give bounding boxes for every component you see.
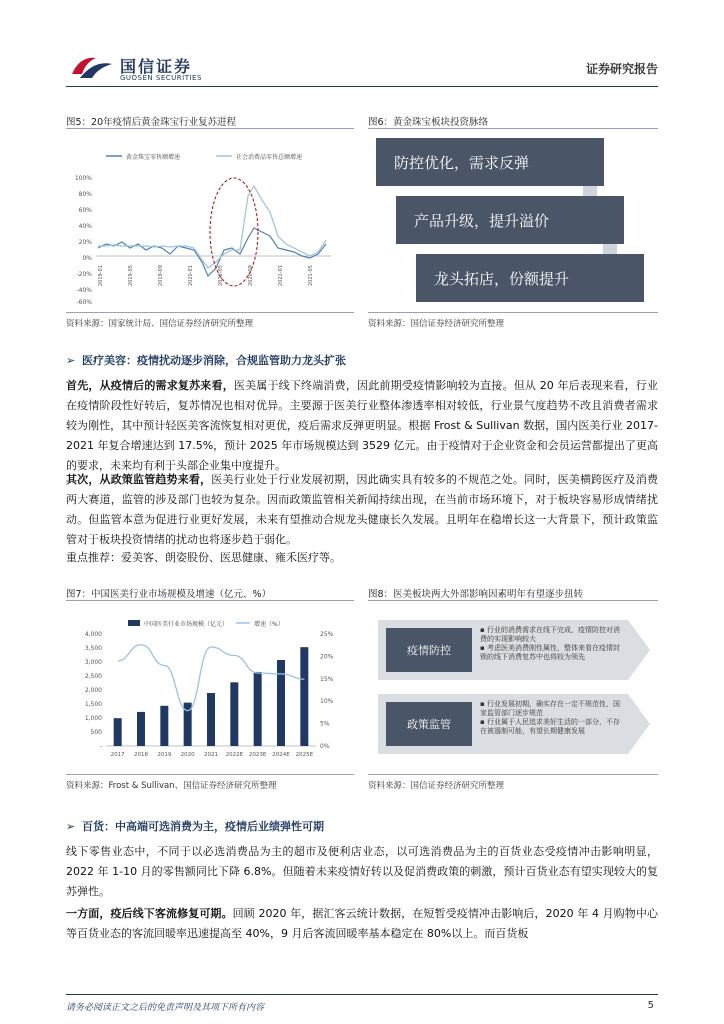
fig6-box-1: 防控优化，需求反弹 <box>376 138 604 186</box>
fig7-legend-line: 增速（%） <box>254 621 284 628</box>
fig8-row1-bullet: ▪ 考虑医美消费刚性属性，整体来看在疫情封锁的线下消费复苏中也将较为领先 <box>480 644 620 661</box>
fig7-x-tick: 2018 <box>134 752 148 758</box>
fig7-source: 资料来源：Frost & Sullivan、国信证券经济研究所整理 <box>66 781 277 791</box>
fig7-x-tick: 2022E <box>225 752 244 758</box>
fig7-right-tick: 5% <box>320 720 330 728</box>
section1-recommendation: 重点推荐：爱美客、朗姿股份、医思健康、雍禾医疗等。 <box>66 551 341 564</box>
fig6-box-2: 产品升级，提升溢价 <box>396 196 624 244</box>
fig5-legend-1: 黄金珠宝零售额增速 <box>126 154 181 161</box>
paragraph-lead: 一方面，疫后线下客流修复可期。 <box>66 907 233 920</box>
svg-text:2019-05: 2019-05 <box>128 265 134 286</box>
svg-text:40%: 40% <box>78 223 92 230</box>
logo-name-cn: 国信证券 <box>120 57 193 76</box>
fig6-box-3: 龙头拓店，份额提升 <box>416 254 644 302</box>
fig5-bottom-rule <box>66 312 354 313</box>
paragraph-body: 医美行业处于行业发展初期，因此确实具有较多的不规范之处。同时，医美横跨医疗及消费两大赛道，监管的涉及部门也较为复杂。因而政策监管相关新闻持续出现，在当前市场环境下，对于板块容易形成情绪扰动。但监管本意为促进行业更好发展，未来有望推动合规龙头健康长久发展。且明年在稳增长这一大背景下，预计政策监管对于板块投资情绪的扰动也将逐步趋于弱化。 <box>66 473 658 546</box>
paragraph-lead: 其次，从政策监管趋势来看， <box>66 473 212 486</box>
fig7-bar <box>230 682 238 746</box>
fig7-right-tick: 15% <box>320 675 334 683</box>
fig8-row1-bullet: ▪ 行业的消费需求在线下完成，疫情防控对消费的实现影响较大 <box>480 626 620 643</box>
fig5-source: 资料来源：国家统计局、国信证券经济研究所整理 <box>66 319 254 329</box>
arrow-bullet-icon: ➢ <box>66 820 76 833</box>
fig8-row2-bullets <box>480 700 622 736</box>
fig5-top-rule <box>66 128 354 129</box>
paragraph-lead: 首先，从疫情后的需求复苏来看， <box>66 379 234 392</box>
fig7-bar <box>160 706 168 746</box>
fig7-x-tick: 2020 <box>180 752 195 758</box>
fig7-left-tick: 1,500 <box>84 701 102 708</box>
fig8-row1-bullets <box>480 626 622 662</box>
fig7-x-tick: 2021 <box>204 752 218 758</box>
fig7-left-tick: 2,000 <box>84 687 102 694</box>
svg-text:2019-01: 2019-01 <box>98 265 104 286</box>
paragraph-body: 回顾 2020 年，据汇客云统计数据，在短暂受疫情冲击影响后，2020 年 4 月购物中心等百货业态的客流回暖率迅速提高至 40%，9 月后客流回暖率基本稳定在 80%以上。而百货板 <box>66 907 659 940</box>
fig7-bar <box>254 672 262 746</box>
fig7-legend-bar: 中国医美行业市场规模（亿元） <box>144 621 229 628</box>
section1-paragraph-2 <box>66 470 658 550</box>
fig7-legend-bar-swatch <box>128 620 140 626</box>
fig6-bottom-rule <box>368 312 658 313</box>
fig7-left-tick: 1,000 <box>84 715 102 722</box>
fig7-x-tick: 2017 <box>110 752 125 758</box>
fig5-legend-2: 社会消费品零售总额增速 <box>236 154 303 161</box>
svg-text:20%: 20% <box>78 239 92 246</box>
logo-name-en: GUOSEN SECURITIES <box>120 74 202 82</box>
fig7-left-tick: 3,000 <box>84 659 102 666</box>
guosen-logo-icon <box>70 52 114 82</box>
svg-text:0%: 0% <box>82 255 92 262</box>
svg-text:2021-01: 2021-01 <box>278 265 284 286</box>
fig7-x-tick: 2024E <box>272 752 290 758</box>
fig7-top-rule <box>66 600 354 601</box>
fig7-bottom-rule <box>66 774 354 775</box>
fig7-bar <box>277 660 285 746</box>
arrow-bullet-icon: ➢ <box>66 354 76 367</box>
svg-text:80%: 80% <box>78 191 92 198</box>
footer-disclaimer: 请务必阅读正文之后的免责声明及其项下所有内容 <box>66 1003 265 1013</box>
report-type: 证券研究报告 <box>585 62 658 76</box>
svg-text:-60%: -60% <box>76 299 92 306</box>
section2-paragraph-2 <box>66 904 658 944</box>
fig7-left-tick: 2,500 <box>84 673 102 680</box>
fig7-bar <box>114 718 122 746</box>
paragraph-body: 医美属于线下终端消费，因此前期受疫情影响较为直接。但从 20 年后表现来看，行业在疫情阶段性好转后，复苏情况也相对优异。主要源于医美行业整体渗透率相对较低，行业景气度趋势不改且消费者需求较为刚性，其中预计轻医美客流恢复相对更优，疫后需求反弹更明显。根据 Frost & Sullivan 数据，国内医美行业 2017-2021 年复合增速达到 17.5%，预计 2025 年市场规模达到 3529 亿元。由于疫情对于企业资金和会员运营都提出了更高的要求，未来均有利于头部企业集中度提升。 <box>66 379 658 472</box>
fig6-source: 资料来源：国信证券经济研究所整理 <box>368 319 505 329</box>
fig7-bar <box>207 693 215 746</box>
fig7-right-tick: 25% <box>320 631 334 638</box>
footer-rule <box>66 994 658 995</box>
fig8-row1-label: 疫情防控 <box>386 628 472 672</box>
header-rule <box>66 86 658 87</box>
fig6-title: 图6：黄金珠宝板块投资脉络 <box>368 117 489 128</box>
section-heading-medical-aesthetics <box>66 352 346 368</box>
fig7-right-tick: 10% <box>320 698 334 706</box>
section-heading-department-store <box>66 818 324 834</box>
svg-text:-20%: -20% <box>76 271 92 278</box>
fig7-x-tick: 2023E <box>248 752 267 758</box>
fig5-chart <box>66 136 356 306</box>
fig7-x-tick: 2025E <box>295 752 314 758</box>
fig8-source: 资料来源：国信证券经济研究所整理 <box>368 781 505 791</box>
fig7-left-tick: - <box>99 743 102 750</box>
fig7-bar <box>137 712 145 746</box>
fig7-x-tick: 2019 <box>157 752 172 758</box>
fig6-top-rule <box>368 128 658 129</box>
fig7-chart <box>66 606 356 772</box>
svg-text:60%: 60% <box>78 207 92 214</box>
section1-heading-text: 医疗美容：疫情扰动逐步消除，合规监管助力龙头扩张 <box>82 354 346 367</box>
fig8-bottom-rule <box>368 774 658 775</box>
fig7-left-tick: 500 <box>90 729 102 736</box>
fig7-bar <box>300 647 308 746</box>
svg-text:2020-01: 2020-01 <box>188 265 194 286</box>
svg-text:2020-09: 2020-09 <box>248 265 254 286</box>
fig8-row2-bullet: ▪ 行业属于人民追求美好生活的一部分，不存在被遏制可能，有望长期健康发展 <box>480 718 620 735</box>
page-number: 5 <box>647 1000 654 1011</box>
fig8-title: 图8：医美板块两大外部影响因素明年有望逐步扭转 <box>368 589 584 600</box>
fig8-top-rule <box>368 600 658 601</box>
fig5-title: 图5：20年疫情后黄金珠宝行业复苏进程 <box>66 117 237 128</box>
fig7-title: 图7：中国医美行业市场规模及增速（亿元、%） <box>66 589 272 600</box>
section1-paragraph-1 <box>66 376 658 476</box>
fig7-right-tick: 20% <box>320 653 334 661</box>
svg-text:2020-05: 2020-05 <box>218 265 224 286</box>
fig8-row2-label: 政策监管 <box>386 702 472 746</box>
svg-text:2021-05: 2021-05 <box>308 265 314 286</box>
svg-text:-40%: -40% <box>76 287 92 294</box>
fig7-left-tick: 3,500 <box>84 645 102 652</box>
svg-text:2019-09: 2019-09 <box>158 265 164 286</box>
svg-text:100%: 100% <box>74 175 92 182</box>
section2-paragraph-1: 线下零售业态中，不同于以必选消费品为主的超市及便利店业态，以可选消费品为主的百货业态受疫情冲击影响明显，2022 年 1-10 月的零售额同比下降 6.8%。但随着未来疫情好转以及促消费政策的刺激，预计百货业态有望实现较大的复苏弹性。 <box>66 845 658 898</box>
fig7-left-tick: 4,000 <box>84 631 102 638</box>
section2-heading-text: 百货：中高端可选消费为主，疫情后业绩弹性可期 <box>82 820 324 833</box>
fig7-right-tick: 0% <box>320 743 330 750</box>
fig8-row2-bullet: ▪ 行业发展初期，确实存在一定不规范性，国家监管部门逐步规范 <box>480 700 620 717</box>
